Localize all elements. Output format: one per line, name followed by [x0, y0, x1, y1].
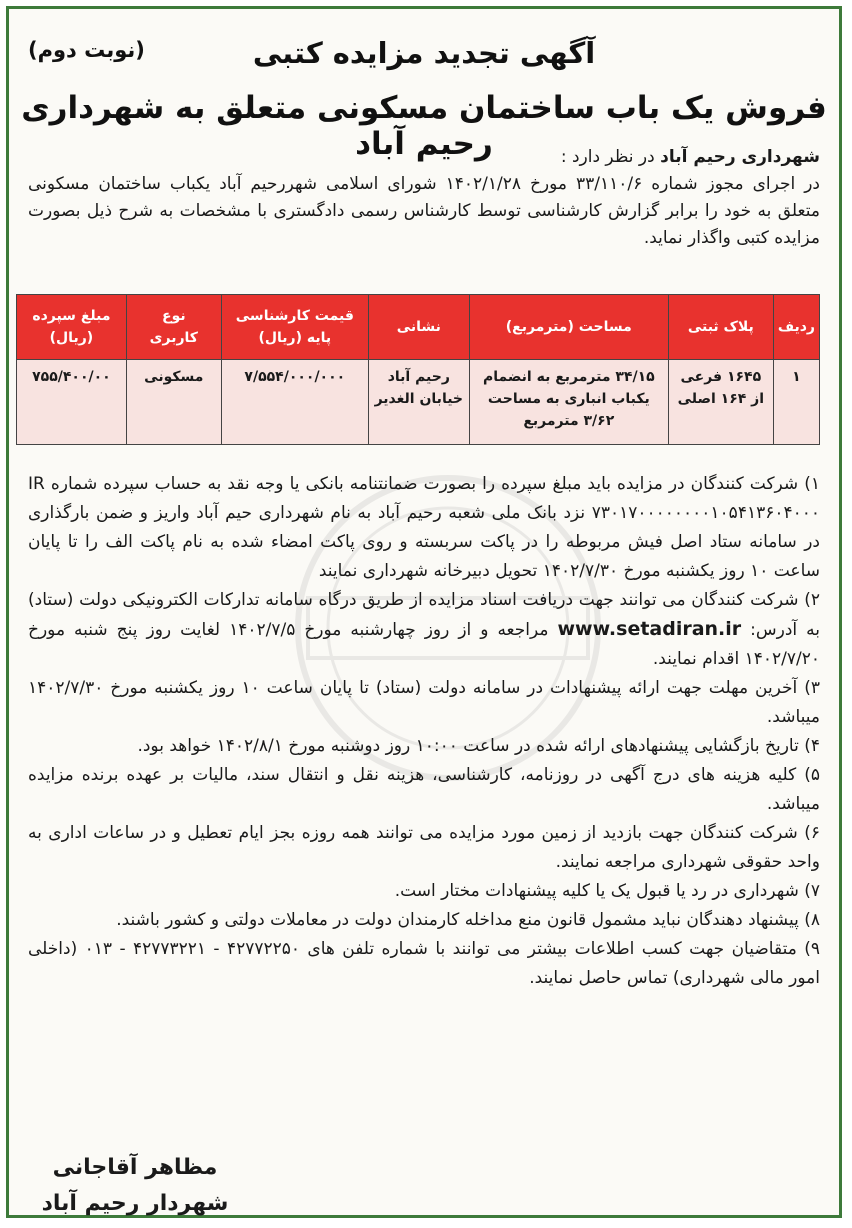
signatory-name: مظاهر آقاجانی [52, 1155, 218, 1180]
condition-item-1: ۱) شرکت کنندگان در مزایده باید مبلغ سپرده را بصورت ضمانتنامه بانکی یا وجه نقد به حساب سپرده شماره IR ۷۳۰۱۷۰۰۰۰۰۰۰۰۱۰۵۴۱۳۶۰۴۰۰۰ نزد بانک ملی شعبه رحیم آباد به نام شهرداری حیم آباد واریز و ضمن بارگذاری در سامانه ستاد اصل فیش مربوطه را در پاکت سربسته و روی پاکت امضاء شده به نام پاکت الف را تا پایان ساعت ۱۰ روز یکشنبه مورخ ۱۴۰۲/۷/۳۰ تحویل دبیرخانه شهرداری نمایند [28, 474, 820, 581]
setadiran-link[interactable]: www.setadiran.ir [557, 618, 742, 640]
col-header-row-number: ردیف [773, 295, 819, 360]
cell-area: ۳۴/۱۵ مترمربع به انضمام یکباب انباری به مساحت ۳/۶۲ مترمربع [469, 360, 668, 445]
intro-paragraph [28, 144, 820, 252]
cell-address: رحیم آباد خیابان الغدیر [368, 360, 469, 445]
condition-item-9: ۹) متقاضیان جهت کسب اطلاعات بیشتر می توانند با شماره تلفن های ۴۲۷۷۲۲۵۰ - ۴۲۷۷۳۲۲۱ - ۰۱۳ (داخلی امور مالی شهرداری) تماس حاصل نمایند. [28, 939, 820, 988]
col-header-usage: نوع کاربری [126, 295, 221, 360]
intro-lead: در نظر دارد : [560, 147, 661, 167]
condition-item-3: ۳) آخرین مهلت جهت ارائه پیشنهادات در سامانه دولت (ستاد) تا پایان ساعت ۱۰ روز یکشنبه مورخ ۱۴۰۲/۷/۳۰ میباشد. [28, 678, 820, 727]
cell-usage: مسکونی [126, 360, 221, 445]
cell-deposit: ۷۵۵/۴۰۰/۰۰ [17, 360, 127, 445]
col-header-deposit: مبلغ سپرده (ریال) [17, 295, 127, 360]
table-header-row [17, 295, 820, 360]
col-header-base-price: قیمت کارشناسی پایه (ریال) [221, 295, 368, 360]
auction-table [16, 294, 820, 445]
condition-item-5: ۵) کلیه هزینه های درج آگهی در روزنامه، کارشناسی، هزینه نقل و انتقال سند، مالیات بر عهده برنده مزایده میباشد. [28, 765, 820, 814]
intro-lead-line [28, 144, 820, 171]
org-name: شهرداری رحیم آباد [660, 147, 820, 167]
col-header-area: مساحت (مترمربع) [469, 295, 668, 360]
cell-base-price: ۷/۵۵۴/۰۰۰/۰۰۰ [221, 360, 368, 445]
notice-body [18, 18, 830, 1216]
condition-item-2: ۲) شرکت کنندگان می توانند جهت دریافت اسناد مزایده از طریق درگاه سامانه تدارکات الکترونیکی دولت (ستاد) به آدرس: www.setadiran.ir مراجعه و از روز چهارشنبه مورخ ۱۴۰۲/۷/۵ لغایت روز پنج شنبه مورخ ۱۴۰۲/۷/۲۰ اقدام نمایند. [28, 590, 820, 669]
condition-item-6: ۶) شرکت کنندگان جهت بازدید از زمین مورد مزایده می توانند همه روزه بجز ایام تعطیل و در ساعات اداری به واحد حقوقی شهرداری مراجعه نمایند. [28, 823, 820, 872]
notice-frame [6, 6, 842, 1218]
condition-item-4: ۴) تاریخ بازگشایی پیشنهادهای ارائه شده در ساعت ۱۰:۰۰ روز دوشنبه مورخ ۱۴۰۲/۸/۱ خواهد بود. [137, 736, 820, 756]
table-row [17, 360, 820, 445]
cell-plaque: ۱۶۴۵ فرعی از ۱۶۴ اصلی [668, 360, 773, 445]
col-header-plaque: پلاک ثبتی [668, 295, 773, 360]
condition-item-7: ۷) شهرداری در رد یا قبول یک یا کلیه پیشنهادات مختار است. [394, 881, 820, 901]
col-header-address: نشانی [368, 295, 469, 360]
intro-body: در اجرای مجوز شماره ۳۳/۱۱۰/۶ مورخ ۱۴۰۲/۱/۲۸ شورای اسلامی شهررحیم آباد یکباب ساختمان مسکونی متعلق به خود را برابر گزارش کارشناسی توسط کارشناس رسمی دادگستری با مشخصات به شرح ذیل بصورت مزایده کتبی واگذار نماید. [28, 174, 820, 248]
page-title: آگهی تجدید مزایده کتبی [252, 36, 596, 70]
signature-block [40, 1150, 230, 1222]
condition-item-8: ۸) پیشنهاد دهندگان نباید مشمول قانون منع مداخله کارمندان دولت در معاملات دولتی و کشور باشند. [116, 910, 820, 930]
cell-row-number: ۱ [773, 360, 819, 445]
signatory-title: شهردار رحیم آباد [41, 1191, 229, 1216]
conditions-list [28, 470, 820, 993]
round-label: (نوبت دوم) [28, 38, 145, 62]
page-subtitle: فروش یک باب ساختمان مسکونی متعلق به شهرداری رحیم آباد [21, 90, 827, 162]
